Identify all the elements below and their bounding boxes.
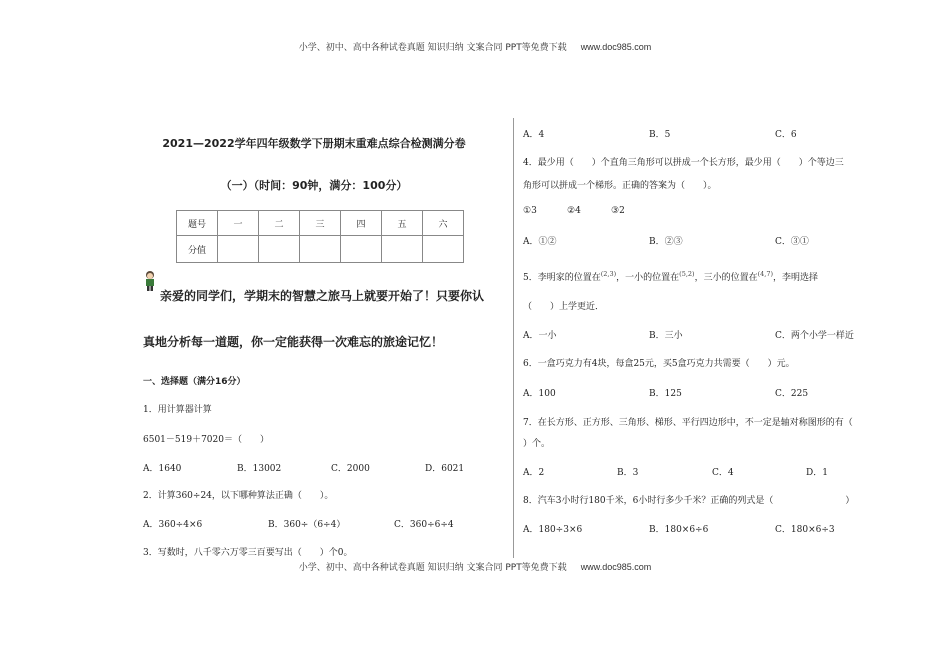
q5-text-d: ，李明选择 — [773, 273, 819, 283]
q8-option-b[interactable]: B．180×6÷6 — [649, 525, 709, 535]
q7-line-2: ）个。 — [523, 439, 551, 449]
q5-point-home: (2,3) — [600, 270, 617, 278]
q4-line-2: 角形可以拼成一个梯形。正确的答案为（ ）。 — [523, 181, 717, 191]
q5-option-b[interactable]: B．三小 — [649, 331, 683, 341]
student-cartoon-icon — [143, 270, 157, 292]
q6-option-a[interactable]: A．100 — [523, 389, 556, 399]
intro-line-1: 亲爱的同学们，学期末的智慧之旅马上就要开始了！只要你认 — [160, 289, 485, 303]
q6-option-c[interactable]: C．225 — [775, 389, 809, 399]
q4-option-b[interactable]: B．②③ — [649, 237, 683, 247]
q5-option-c[interactable]: C．两个小学一样近 — [775, 331, 854, 341]
score-cell[interactable] — [341, 236, 382, 263]
q1-option-b[interactable]: B．13002 — [237, 464, 282, 474]
q2-stem: 2．计算360÷24，以下哪种算法正确（ ）。 — [143, 491, 334, 501]
q8-option-c[interactable]: C．180×6÷3 — [775, 525, 835, 535]
score-header-cell: 三 — [300, 211, 341, 236]
score-cell[interactable] — [259, 236, 300, 263]
q5-text-b: ，一小的位置在 — [616, 273, 680, 283]
q6-stem: 6．一盒巧克力有4块，每盒25元，买5盒巧克力共需要（ ）元。 — [523, 359, 795, 369]
footer-url[interactable]: www.doc985.com — [580, 562, 652, 572]
q7-option-c[interactable]: C．4 — [712, 468, 734, 478]
score-header-cell: 题号 — [177, 211, 218, 236]
score-row-label: 分值 — [177, 236, 218, 263]
q1-option-d[interactable]: D．6021 — [425, 464, 465, 474]
score-header-cell: 五 — [382, 211, 423, 236]
header-url[interactable]: www.doc985.com — [580, 42, 652, 52]
q4-line-1: 4．最少用（ ）个直角三角形可以拼成一个长方形，最少用（ ）个等边三 — [523, 158, 844, 168]
score-table-header-row — [177, 211, 464, 236]
q7-line-1: 7．在长方形、正方形、三角形、梯形、平行四边形中，不一定是轴对称图形的有（ — [523, 418, 853, 428]
q1-option-a[interactable]: A．1640 — [143, 464, 182, 474]
q3-option-b[interactable]: B．5 — [649, 130, 671, 140]
q5-text-c: ，三小的位置在 — [694, 273, 758, 283]
q5-stem — [523, 270, 818, 283]
q3-option-a[interactable]: A．4 — [523, 130, 545, 140]
score-table-value-row — [177, 236, 464, 263]
score-cell[interactable] — [423, 236, 464, 263]
q4-option-a[interactable]: A．①② — [523, 237, 557, 247]
score-cell[interactable] — [218, 236, 259, 263]
q8-stem: 8．汽车3小时行180千米，6小时行多少千米？正确的列式是（ ） — [523, 496, 855, 506]
q2-option-a[interactable]: A．360÷4×6 — [143, 520, 203, 530]
q5-text-a: 5．李明家的位置在 — [523, 273, 601, 283]
q7-option-a[interactable]: A．2 — [523, 468, 545, 478]
q6-option-b[interactable]: B．125 — [649, 389, 682, 399]
column-divider — [513, 118, 514, 558]
q3-stem: 3．写数时，八千零六万零三百要写出（ ）个0。 — [143, 548, 353, 558]
q5-point-school-1: (5,2) — [679, 270, 695, 278]
section-heading: 一、选择题（满分16分） — [143, 377, 246, 387]
exam-title: 2021—2022学年四年级数学下册期末重难点综合检测满分卷 — [162, 137, 466, 150]
page-footer — [0, 560, 950, 573]
page-header — [0, 40, 950, 53]
q3-option-c[interactable]: C．6 — [775, 130, 797, 140]
q4-choice-1: ①3 — [523, 206, 537, 216]
intro-line-2: 真地分析每一道题，你一定能获得一次难忘的旅途记忆！ — [143, 335, 444, 349]
q4-choice-3: ③2 — [611, 206, 625, 216]
score-cell[interactable] — [300, 236, 341, 263]
exam-subtitle: （一）（时间：90钟，满分：100分） — [220, 179, 408, 192]
q1-stem: 1．用计算器计算 — [143, 405, 212, 415]
q1-expression: 6501－519＋7020＝（ ） — [143, 435, 269, 445]
q1-option-c[interactable]: C．2000 — [331, 464, 370, 474]
score-cell[interactable] — [382, 236, 423, 263]
q7-option-b[interactable]: B．3 — [617, 468, 639, 478]
score-header-cell: 六 — [423, 211, 464, 236]
q2-option-c[interactable]: C．360÷6÷4 — [394, 520, 454, 530]
q5-option-a[interactable]: A．一小 — [523, 331, 557, 341]
footer-text: 小学、初中、高中各种试卷真题 知识归纳 文案合同 PPT等免费下载 — [298, 563, 567, 573]
q5-point-school-3: (4,7) — [757, 270, 774, 278]
score-header-cell: 一 — [218, 211, 259, 236]
score-table — [176, 210, 464, 263]
q7-option-d[interactable]: D．1 — [806, 468, 828, 478]
q2-option-b[interactable]: B．360÷（6÷4） — [268, 520, 346, 530]
score-header-cell: 二 — [259, 211, 300, 236]
q4-option-c[interactable]: C．③① — [775, 237, 809, 247]
q8-option-a[interactable]: A．180÷3×6 — [523, 525, 583, 535]
q4-choice-2: ②4 — [567, 206, 581, 216]
q5-line-2: （ ）上学更近． — [523, 302, 605, 312]
header-text: 小学、初中、高中各种试卷真题 知识归纳 文案合同 PPT等免费下载 — [298, 43, 567, 53]
score-header-cell: 四 — [341, 211, 382, 236]
